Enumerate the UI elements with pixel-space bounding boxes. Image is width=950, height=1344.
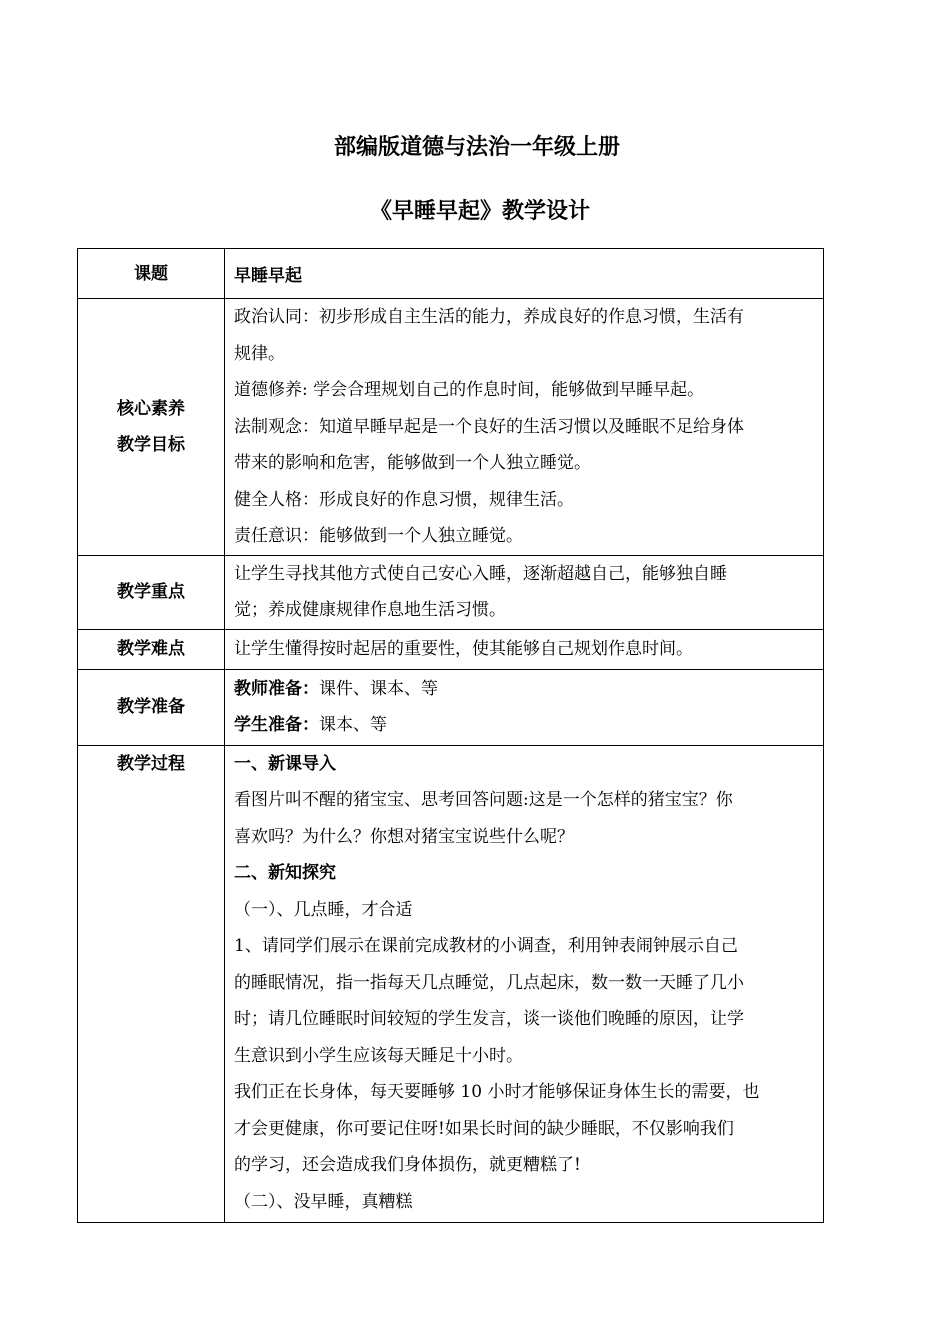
process-para2-line1: 我们正在长身体，每天要睡够 10 小时才能够保证身体生长的需要，也 — [234, 1082, 760, 1102]
row-process — [78, 745, 824, 1222]
goal-legal-line2: 带来的影响和危害，能够做到一个人独立睡觉。 — [234, 453, 591, 473]
student-preparation — [234, 707, 815, 744]
goal-legal-line1: 法制观念：知道早睡早起是一个良好的生活习惯以及睡眠不足给身体 — [234, 416, 744, 437]
label-goals — [78, 299, 225, 556]
teacher-preparation-value: 课件、课本、等 — [319, 678, 438, 699]
value-topic — [225, 249, 824, 299]
process-para1-line2: 的睡眠情况，指一指每天几点睡觉，几点起床，数一数一天睡了几小 — [234, 972, 744, 993]
value-goals — [225, 299, 824, 556]
student-preparation-label: 学生准备： — [234, 715, 319, 735]
row-goals — [78, 299, 824, 556]
row-difficulties — [78, 629, 824, 669]
process-sub1-heading: （一）、几点睡，才合适 — [234, 899, 413, 920]
goal-moral: 道德修养: 学会合理规划自己的作息时间，能够做到早睡早起。 — [234, 380, 705, 400]
goal-responsibility: 责任意识：能够做到一个人独立睡觉。 — [234, 526, 523, 546]
process-section1-line1: 看图片叫不醒的猪宝宝、思考回答问题:这是一个怎样的猪宝宝？你 — [234, 790, 733, 810]
label-topic: 课题 — [78, 249, 225, 299]
value-key-points — [225, 555, 824, 629]
row-preparation — [78, 669, 824, 745]
row-key-points — [78, 555, 824, 629]
value-process — [225, 745, 824, 1222]
process-para1-line1: 1、请同学们展示在课前完成教材的小调查，利用钟表闹钟展示自己 — [234, 936, 738, 956]
teacher-preparation — [234, 671, 815, 708]
process-sub2-heading: （二）、没早睡，真糟糕 — [234, 1191, 413, 1212]
label-key-points: 教学重点 — [78, 555, 225, 629]
process-para1-line3: 时；请几位睡眠时间较短的学生发言，谈一谈他们晚睡的原因，让学 — [234, 1009, 744, 1029]
label-difficulties: 教学难点 — [78, 629, 225, 669]
label-preparation: 教学准备 — [78, 669, 225, 745]
process-section1-heading: 一、新课导入 — [234, 753, 336, 774]
difficulties-text: 让学生懂得按时起居的重要性，使其能够自己规划作息时间。 — [234, 638, 693, 659]
process-para2-line2: 才会更健康，你可要记住呀!如果长时间的缺少睡眠，不仅影响我们 — [234, 1118, 734, 1139]
student-preparation-value: 课本、等 — [319, 715, 387, 735]
value-difficulties — [225, 629, 824, 669]
document-title-line2: 《早睡早起》教学设计 — [369, 199, 590, 224]
topic-text: 早睡早起 — [234, 266, 302, 286]
process-section2-heading: 二、新知探究 — [234, 863, 336, 883]
label-process: 教学过程 — [78, 745, 225, 1222]
process-para1-line4: 生意识到小学生应该每天睡足十小时。 — [234, 1045, 523, 1066]
value-preparation — [225, 669, 824, 745]
lesson-plan-table — [77, 248, 824, 1223]
process-section1-line2: 喜欢吗？为什么？你想对猪宝宝说些什么呢？ — [234, 826, 574, 847]
goal-political-line1: 政治认同：初步形成自主生活的能力，养成良好的作息习惯，生活有 — [234, 307, 744, 327]
goal-personality: 健全人格：形成良好的作息习惯，规律生活。 — [234, 489, 574, 510]
row-topic — [78, 249, 824, 299]
teacher-preparation-label: 教师准备： — [234, 678, 319, 699]
document-title-line1: 部编版道德与法治一年级上册 — [333, 135, 620, 160]
goal-political-line2: 规律。 — [234, 343, 285, 364]
key-points-line1: 让学生寻找其他方式使自己安心入睡，逐渐超越自己，能够独自睡 — [234, 563, 727, 584]
label-goals-line2: 教学目标 — [117, 434, 185, 455]
label-goals-line1: 核心素养 — [117, 398, 185, 419]
key-points-line2: 觉；养成健康规律作息地生活习惯。 — [234, 600, 506, 620]
process-para2-line3: 的学习，还会造成我们身体损伤，就更糟糕了! — [234, 1155, 581, 1175]
